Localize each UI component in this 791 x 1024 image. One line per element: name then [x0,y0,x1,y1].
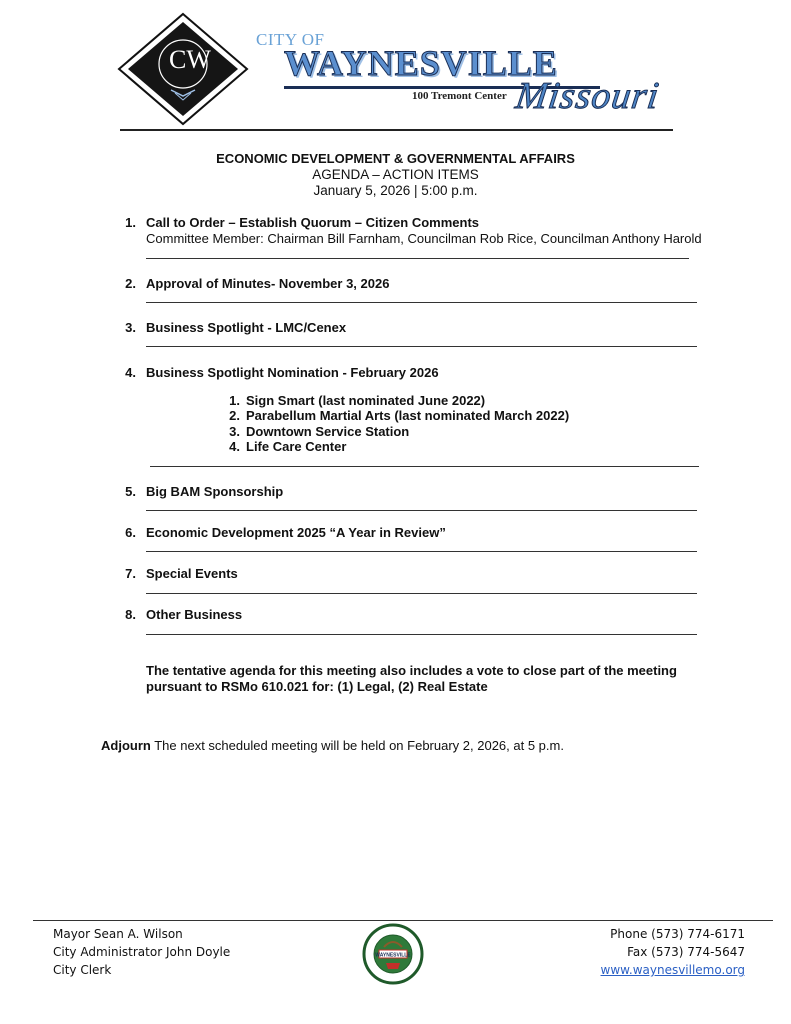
agenda-divider [150,466,699,467]
agenda-item-title: Approval of Minutes- November 3, 2026 [146,276,390,291]
mayor-name: Mayor Sean A. Wilson [53,927,183,941]
logo-letter-c: CW [169,45,211,74]
document-title: ECONOMIC DEVELOPMENT & GOVERNMENTAL AFFAIRS [216,151,575,166]
agenda-number: 1. [125,215,136,230]
agenda-number: 5. [125,484,136,499]
subitem-number: 3. [229,424,240,439]
city-logo-diamond [117,12,249,126]
website-link[interactable]: www.waynesvillemo.org [600,963,745,977]
letterhead-state: Missouri [513,75,663,117]
agenda-item-title: Economic Development 2025 “A Year in Review” [146,525,446,540]
closed-session-notice: The tentative agenda for this meeting also includes a vote to close part of the meeting pursuant to RSMo 610.021 for: (1) Legal, (2) Real Estate [146,663,677,694]
administrator-name: City Administrator John Doyle [53,945,231,959]
nominee-parabellum: Parabellum Martial Arts (last nominated March 2022) [246,408,570,423]
agenda-number: 8. [125,607,136,622]
subitem-number: 2. [229,408,240,423]
letterhead-address: 100 Tremont Center [412,90,507,102]
agenda-item-title: Call to Order – Establish Quorum – Citizen Comments [146,215,480,230]
agenda-number: 6. [125,525,136,540]
agenda-item-title: Business Spotlight - LMC/Cenex [146,320,347,335]
agenda-divider [146,510,697,511]
city-wordmark: WAYNESVILLE [284,43,558,83]
committee-members: Committee Member: Chairman Bill Farnham, Councilman Rob Rice, Councilman Anthony Harold [146,231,702,246]
nominee-downtown-service: Downtown Service Station [246,424,410,439]
nominee-sign-smart: Sign Smart (last nominated June 2022) [246,393,486,408]
agenda-item-title: Other Business [146,607,243,622]
agenda-divider [146,551,697,552]
nominee-life-care: Life Care Center [246,439,347,454]
adjourn-text: The next scheduled meeting will be held on February 2, 2026, at 5 p.m. [154,738,564,753]
city-clerk: City Clerk [53,963,112,977]
agenda-divider [146,346,697,347]
fax-number: Fax (573) 774-5647 [627,945,745,959]
city-of-label: CITY OF [256,30,325,49]
agenda-number: 3. [125,320,136,335]
subitem-number: 4. [229,439,240,454]
svg-text:WAYNESVILLE: WAYNESVILLE [375,952,411,959]
adjourn-label: Adjourn [101,738,151,753]
agenda-divider [146,258,689,259]
agenda-divider [146,302,697,303]
agenda-number: 7. [125,566,136,581]
agenda-item-title: Business Spotlight Nomination - February 2026 [146,365,439,380]
meeting-date-time: January 5, 2026 | 5:00 p.m. [313,183,478,198]
subitem-number: 1. [229,393,240,408]
footer-officials [53,925,230,979]
footer-divider [33,920,773,921]
agenda-item-title: Special Events [146,566,238,581]
adjourn-line [101,738,564,753]
agenda-divider [146,593,697,594]
footer-contact [540,925,745,979]
document-subtitle: AGENDA – ACTION ITEMS [312,167,479,182]
agenda-item-title: Big BAM Sponsorship [146,484,284,499]
agenda-number: 2. [125,276,136,291]
phone-number: Phone (573) 774-6171 [610,927,745,941]
header-divider [120,129,673,131]
agenda-divider [146,634,697,635]
city-seal-icon [362,923,424,985]
agenda-number: 4. [125,365,136,380]
